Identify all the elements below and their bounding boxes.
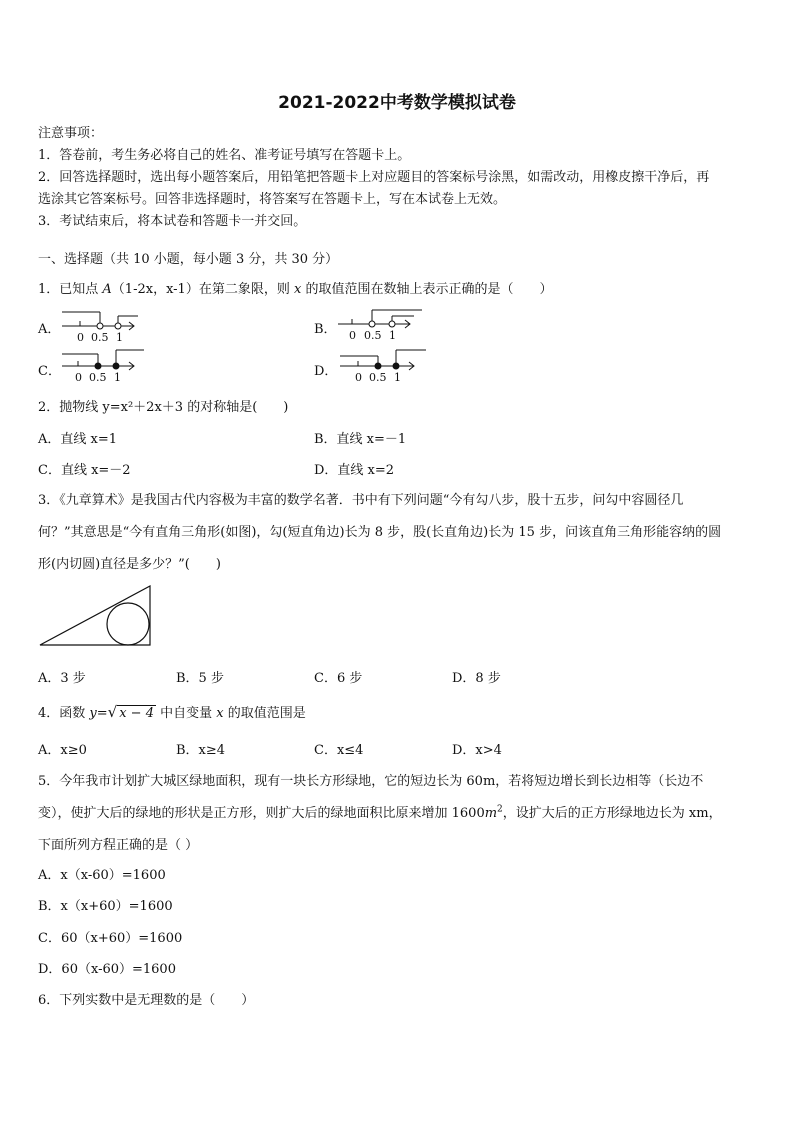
q3-option-d: D．8 步 [452,671,501,686]
notice-heading: 注意事项： [38,126,104,141]
q1-option-a-label: A． [38,322,61,337]
question-3-line: 何？”其意思是“今有直角三角形(如图)，勾(短直角边)长为 8 步，股(长直角边)长为 15 步，问该直角三角形能容纳的圆 [38,525,722,540]
notice-item: 1．答卷前，考生务必将自己的姓名、准考证号填写在答题卡上。 [38,148,411,163]
q1-coords: （1-2x，x-1）在第二象限，则 [111,282,294,297]
q5-line2a: 变），使扩大后的绿地的形状是正方形，则扩大后的绿地面积比原来增加 1600 [38,806,485,821]
tick-label: 1 [394,371,401,384]
notice-item: 3．考试结束后，将本试卷和答题卡一并交回。 [38,214,307,229]
question-2-stem: 2．抛物线 y=x²＋2x＋3 的对称轴是( ) [38,400,289,415]
right-triangle-incircle-figure [38,584,154,648]
tick-label: 1 [114,371,121,384]
q1-option-c-number-line [60,346,150,384]
tick-label: 0 [355,371,362,384]
q4-option-d: D．x>4 [452,743,502,758]
question-5-line [38,802,722,821]
q3-option-b: B．5 步 [176,671,224,686]
tick-label: 0.5 [91,331,109,344]
q1-option-d-label: D． [314,364,338,379]
question-5-line: 下面所列方程正确的是（ ） [38,838,199,853]
q4-post2: 的取值范围是 [223,706,306,721]
q4-func: y= [89,706,108,721]
q4-option-a: A．x≥0 [38,743,87,758]
q5-option-d: D．60（x-60）=1600 [38,962,176,977]
q5-line2b: ，设扩大后的正方形绿地边长为 xm， [502,806,722,821]
tick-label: 0.5 [89,371,107,384]
tick-label: 0.5 [364,329,382,342]
q5-option-b: B．x（x+60）=1600 [38,899,173,914]
section-heading: 一、选择题（共 10 小题，每小题 3 分，共 30 分） [38,252,339,267]
question-4-stem [38,702,306,721]
question-5-line: 5．今年我市计划扩大城区绿地面积，现有一块长方形绿地，它的短边长为 60m，若将短边增长到长边相等（长边不 [38,774,704,789]
q5-option-a: A．x（x-60）=1600 [38,868,166,883]
tick-label: 1 [116,331,123,344]
q3-option-c: C．6 步 [314,671,363,686]
q4-radicand: x − 4 [119,706,154,721]
question-1-stem [38,278,552,297]
q1-option-d-number-line [338,346,430,384]
q4-post: 中自变量 [155,706,217,721]
question-6-stem: 6．下列实数中是无理数的是（ ） [38,993,255,1008]
q1-post: 的取值范围在数轴上表示正确的是（ ） [301,282,553,297]
q1-var: x [293,282,302,297]
q4-pre: 4．函数 [38,706,90,721]
q5-unit-sup: 2 [497,804,503,815]
tick-label: 0 [75,371,82,384]
q1-option-c-label: C． [38,364,61,379]
sqrt-sign: √ [107,703,118,721]
q4-var: x [216,706,224,721]
q2-option-b: B．直线 x=－1 [314,432,407,447]
question-3-line: 形(内切圆)直径是多少？”( ) [38,557,221,572]
tick-label: 0 [349,329,356,342]
question-3-line: 3．《九章算术》是我国古代内容极为丰富的数学名著．书中有下列问题“今有勾八步，股十五步，问勾中容圆径几 [38,493,684,508]
q2-option-d: D．直线 x=2 [314,463,395,478]
q1-pre: 1．已知点 [38,282,103,297]
q1-option-b-label: B． [314,322,337,337]
q5-option-c: C．60（x+60）=1600 [38,931,183,946]
q4-option-b: B．x≥4 [176,743,226,758]
q1-option-a-number-line [60,308,140,344]
q1-point: A [102,282,112,297]
q5-unit: m [484,806,498,821]
notice-item: 选涂其它答案标号。回答非选择题时，将答案写在答题卡上，写在本试卷上无效。 [38,192,507,207]
q1-option-b-number-line [336,306,426,342]
q3-option-a: A．3 步 [38,671,86,686]
page-title: 2021-2022中考数学模拟试卷 [278,93,516,113]
tick-label: 1 [389,329,396,342]
tick-label: 0 [77,331,84,344]
tick-label: 0.5 [369,371,387,384]
q2-option-c: C．直线 x=－2 [38,463,131,478]
notice-item: 2．回答选择题时，选出每小题答案后，用铅笔把答题卡上对应题目的答案标号涂黑，如需改动，用橡皮擦干净后，再 [38,170,710,185]
q2-option-a: A．直线 x=1 [38,432,118,447]
q4-option-c: C．x≤4 [314,743,364,758]
